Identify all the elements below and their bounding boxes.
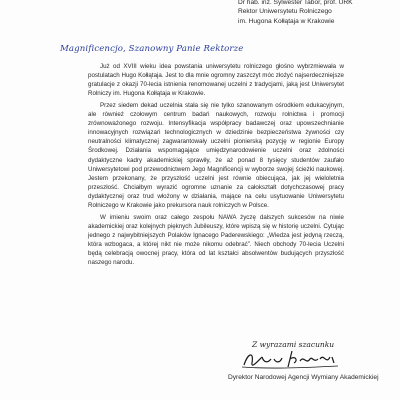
recipient-line: im. Hugona Kołłątaja w Krakowie [238, 17, 335, 25]
recipient-line: Rektor Uniwersytetu Rolniczego [238, 8, 332, 16]
recipient-block [238, 0, 398, 26]
sender-title: Dyrektor Narodowej Agencji Wymiany Akademickiej [228, 374, 379, 381]
handwritten-salutation: Magnificencjo, Szanowny Panie Rektorze [60, 44, 244, 54]
body-paragraph: W imieniu swoim oraz całego zespołu NAWA życzę dalszych sukcesów na niwie akademickiej oraz kolejnych pięknych Jubileuszy, które wpiszą się w historię uczelni. Cytując jednego z najwybitniejszych Polaków Ignacego Paderewskiego: „Wiedza jest jedyną rzeczą, która wzbogaca, a której nikt nie może nikomu odebrać”. Niech obchody 70-lecia Uczelni będą celebracją owocnej pracy, która od lat kształci absolwentów budujących przyszłość naszego narodu. [88, 213, 344, 267]
letter-body [88, 62, 344, 267]
signature-icon [238, 347, 348, 371]
body-paragraph: Przez siedem dekad uczelnia stała się nie tylko szanowanym ośrodkiem edukacyjnym, ale również czołowym centrum badań naukowych, rozwoju rolnictwa i promocji zrównoważonego rozwoju. Intensyfikacja współpracy badawczej oraz upowszechnianie innowacyjnych rozwiązań technologicznych w dziedzinie bezpieczeństwa żywności czy neutralności klimatycznej zagwarantowały uczelni pionierską pozycję w regionie Europy Środkowej. Działania wspomagające umiędzynarodowienie uczelni oraz zdolności dydaktyczne kadry akademickiej sprawiły, że aż ponad 8 tysięcy studentów zaufało Uniwersytetowi pod przewodnictwem Jego Magnificencji w wyborze swojej ścieżki naukowej. Jestem przekonany, że przyszłość uczelni jest równie obiecująca, jak jej wieloletnia przeszłość. Chciałbym wyrazić ogromne uznanie za całokształt dotychczasowej pracy dydaktycznej oraz trud włożony w działania, mające na celu usytuowanie Uniwersytetu Rolniczego w Krakowie jako prekursora nauk rolniczych w Polsce. [88, 101, 344, 210]
body-paragraph: Już od XVIII wieku idea powstania uniwersytetu rolniczego głośno wybrzmiewała w postulatach Hugo Kołłątaja. Jest to dla mnie ogromny zaszczyt móc złożyć najserdeczniejsze gratulacje z okazji 70-lecia istnienia renomowanej uczelni z tradycjami, jaką jest Uniwersytet Rolniczy im. Hugona Kołłątaja w Krakowie. [88, 63, 344, 98]
recipient-line: Dr hab. inż. Sylwester Tabor, prof. URK [238, 0, 353, 6]
handwritten-closing: Z wyrazami szacunku [252, 340, 335, 349]
